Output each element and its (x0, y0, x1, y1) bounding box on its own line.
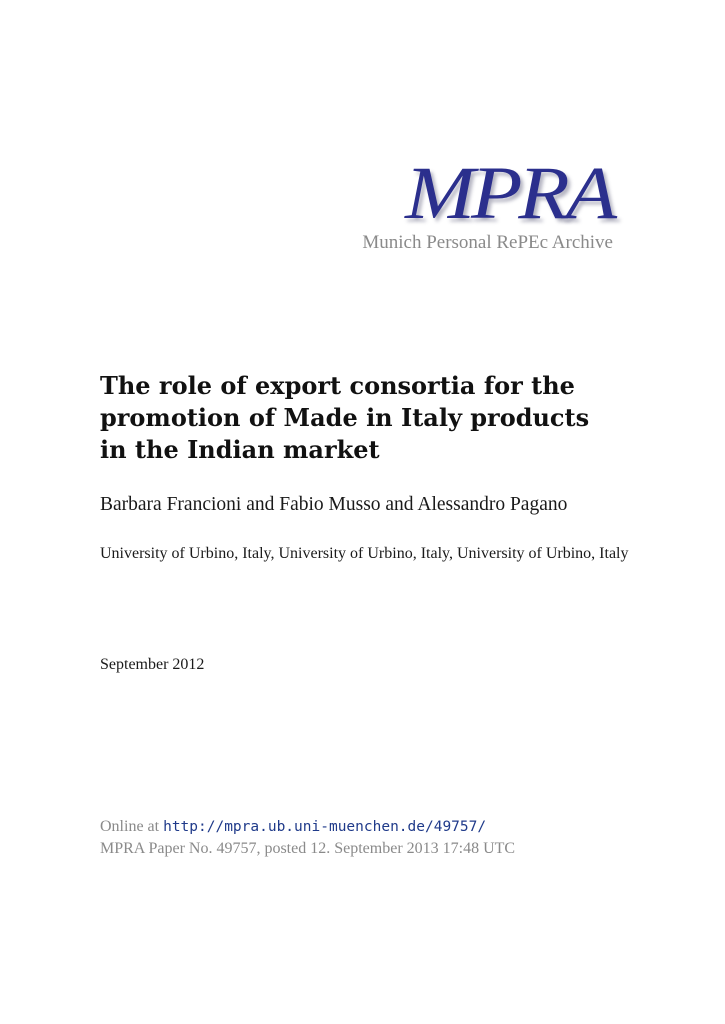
logo-subtitle: Munich Personal RePEc Archive (362, 232, 613, 253)
paper-date: September 2012 (100, 656, 205, 673)
footer (100, 816, 515, 860)
paper-title: The role of export consortia for the promotion of Made in Italy products in the Indian market (100, 371, 590, 464)
online-line (100, 816, 515, 838)
online-prefix: Online at (100, 818, 160, 835)
paper-url-link[interactable]: http://mpra.ub.uni-muenchen.de/49757/ (163, 819, 487, 835)
paper-authors: Barbara Francioni and Fabio Musso and Alessandro Pagano (100, 494, 568, 515)
paper-affiliation: University of Urbino, Italy, University of Urbino, Italy, University of Urbino, Italy (100, 545, 629, 562)
paper-info: MPRA Paper No. 49757, posted 12. September 2013 17:48 UTC (100, 840, 516, 857)
logo-mark: MPRA (405, 151, 613, 236)
mpra-logo (333, 151, 613, 253)
